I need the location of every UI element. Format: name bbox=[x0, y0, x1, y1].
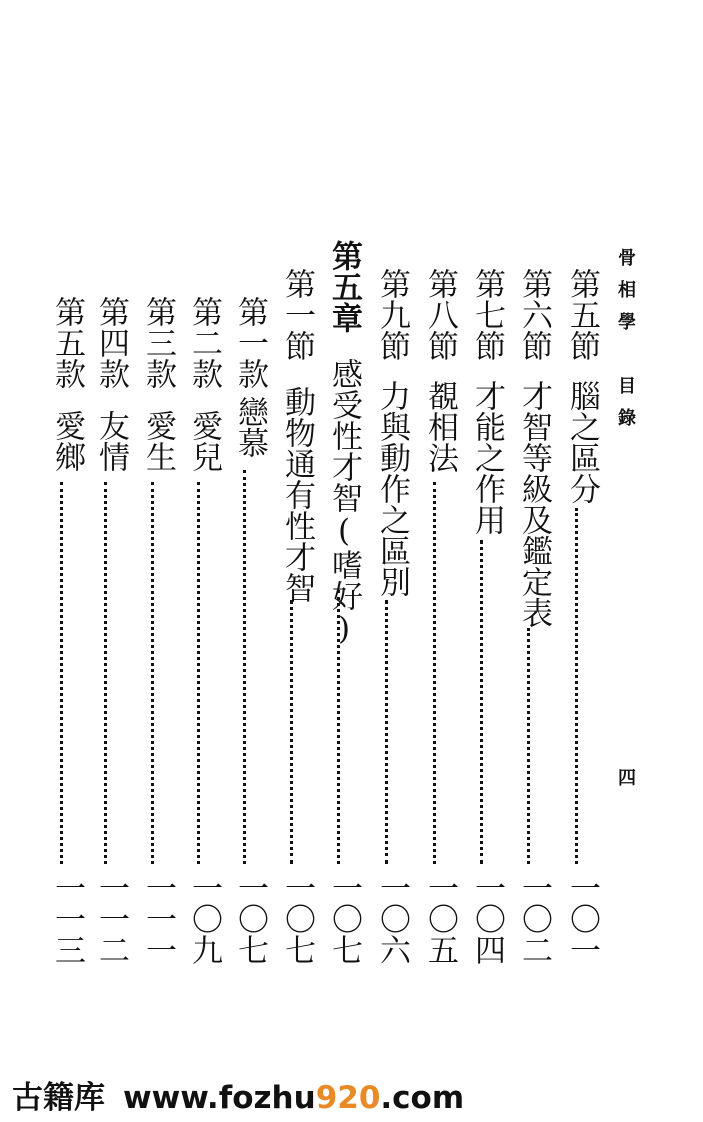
entry-title: 戀慕 bbox=[232, 396, 268, 458]
dot-leader bbox=[575, 508, 578, 864]
dot-leader bbox=[433, 482, 436, 864]
entry-label: 第八節 bbox=[422, 268, 458, 361]
chapter-label: 第五章 bbox=[326, 240, 362, 333]
chapter-title: 感受性才智(嗜好) bbox=[326, 358, 362, 647]
entry-page-number: 一〇四 bbox=[469, 872, 505, 965]
entry-title: 腦之區分 bbox=[564, 380, 600, 504]
entry-title: 動物通有性才智 bbox=[279, 386, 315, 603]
dot-leader bbox=[243, 470, 246, 864]
dot-leader bbox=[290, 600, 293, 864]
entry-title: 愛兒 bbox=[186, 410, 222, 472]
dot-leader bbox=[197, 482, 200, 864]
entry-page-number: 一一一 bbox=[140, 872, 176, 965]
dot-leader bbox=[337, 590, 340, 864]
entry-label: 第五節 bbox=[564, 268, 600, 361]
entry-page-number: 一一三 bbox=[49, 872, 85, 965]
watermark-url-number: 920 bbox=[315, 1080, 381, 1116]
entry-title: 才能之作用 bbox=[469, 380, 505, 535]
running-header-title: 骨相學 目錄 bbox=[615, 248, 636, 440]
entry-title: 友情 bbox=[93, 410, 129, 472]
dot-leader bbox=[480, 540, 483, 864]
entry-label: 第九節 bbox=[374, 268, 410, 361]
entry-page-number: 一〇七 bbox=[279, 872, 315, 965]
entry-label: 第一款 bbox=[232, 296, 268, 389]
entry-page-number: 一〇六 bbox=[374, 872, 410, 965]
entry-title: 力與動作之區別 bbox=[374, 380, 410, 597]
entry-label: 第六節 bbox=[516, 268, 552, 361]
entry-label: 第四款 bbox=[93, 296, 129, 389]
entry-title: 才智等級及鑑定表 bbox=[516, 380, 552, 628]
dot-leader bbox=[104, 482, 107, 864]
entry-title: 愛鄉 bbox=[49, 410, 85, 472]
entry-page-number: 一〇二 bbox=[516, 872, 552, 965]
dot-leader bbox=[527, 628, 530, 864]
entry-title: 愛生 bbox=[140, 410, 176, 472]
entry-label: 第七節 bbox=[469, 268, 505, 361]
entry-label: 第二款 bbox=[186, 296, 222, 389]
entry-label: 第一節 bbox=[279, 268, 315, 361]
entry-page-number: 一〇五 bbox=[422, 872, 458, 965]
watermark-brand: 古籍库 bbox=[12, 1080, 105, 1116]
entry-page-number: 一一二 bbox=[93, 872, 129, 965]
watermark-footer bbox=[12, 1072, 464, 1117]
entry-label: 第三款 bbox=[140, 296, 176, 389]
watermark-url-prefix: www.fozhu bbox=[123, 1080, 316, 1116]
dot-leader bbox=[385, 600, 388, 864]
entry-page-number: 一〇一 bbox=[564, 872, 600, 965]
running-header-page-number: 四 bbox=[615, 768, 636, 786]
dot-leader bbox=[60, 482, 63, 864]
dot-leader bbox=[151, 482, 154, 864]
watermark-url-suffix: .com bbox=[380, 1080, 465, 1116]
entry-label: 第五款 bbox=[49, 296, 85, 389]
entry-page-number: 一〇七 bbox=[326, 872, 362, 965]
entry-title: 覩相法 bbox=[422, 380, 458, 473]
entry-page-number: 一〇七 bbox=[232, 872, 268, 965]
entry-page-number: 一〇九 bbox=[186, 872, 222, 965]
